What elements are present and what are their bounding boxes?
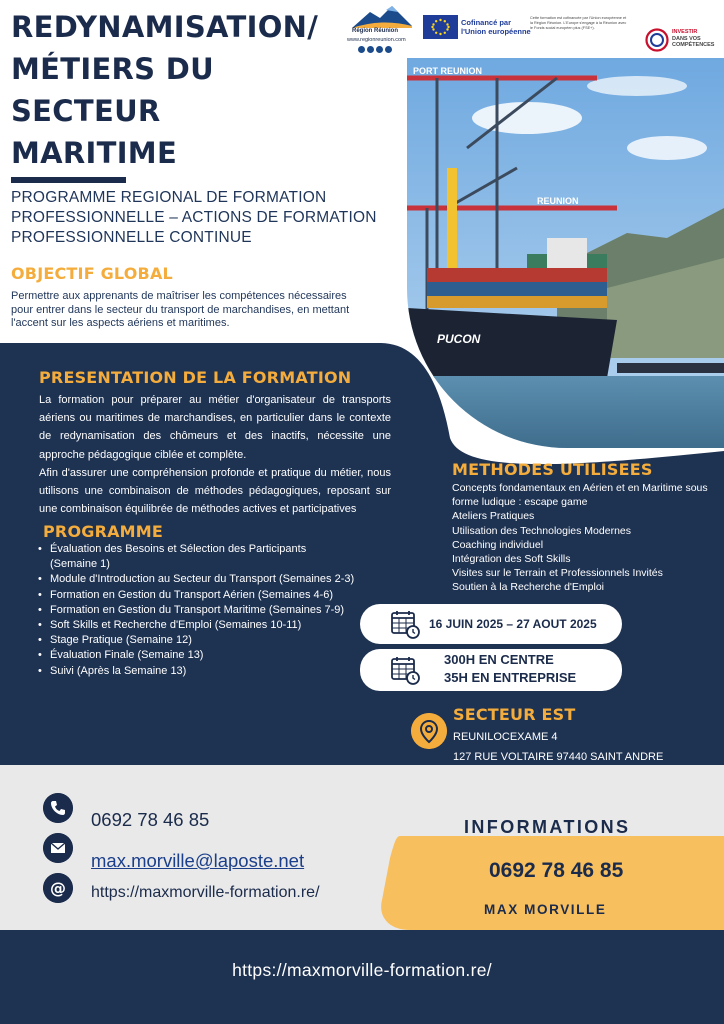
list-item: • Formation en Gestion du Transport Aérien (Semaines 4-6) xyxy=(37,588,355,603)
secteur-title: SECTEUR EST xyxy=(453,705,576,724)
list-item: Concepts fondamentaux en Aérien et en Maritime sous forme ludique : escape game xyxy=(452,482,708,509)
eu-note: Cette formation est cofinancée par l'Union européenne et la Région Réunion. L'Europe s'engage à la Réunion avec le Fonds social européen plus (FSE+). xyxy=(530,16,627,30)
container-ship-illustration xyxy=(407,58,724,448)
list-item: Coaching individuel xyxy=(452,538,544,551)
objectif-line: Permettre aux apprenants de maîtriser les compétences nécessaires xyxy=(11,290,347,302)
list-item: • Évaluation Finale (Semaine 13) xyxy=(37,648,355,663)
region-name: Région Réunion xyxy=(352,28,398,34)
methodes-title: METHODES UTILISEES xyxy=(452,460,653,479)
calendar-clock-icon xyxy=(390,655,420,685)
twitter-icon xyxy=(367,46,374,53)
subtitle-line: PROFESSIONNELLE – ACTIONS DE FORMATION xyxy=(11,209,377,226)
list-item: • Module d'Introduction au Secteur du Transport (Semaines 2-3) xyxy=(37,572,355,587)
presentation-paragraph: La formation pour préparer au métier d'organisateur de transports aériens ou maritimes de marchandises, en particulier dans le contexte de redynamisation des chômeurs et des inactifs, nécessite une approche pédagogique ciblée et complète. xyxy=(39,394,391,461)
presentation-paragraph: Afin d'assurer une compréhension profonde et pratique du métier, nous utilisons une combinaison de méthodes pédagogiques, reposant sur une combinaison équilibrée de méthodes actives et participatives xyxy=(39,466,391,516)
eu-flag-icon xyxy=(423,15,458,39)
objectif-text xyxy=(11,290,381,331)
calendar-clock-icon xyxy=(390,609,420,639)
location-pin-icon xyxy=(411,713,447,749)
subtitle-line: PROGRAMME REGIONAL DE FORMATION xyxy=(11,189,327,206)
title-line: REDYNAMISATION/ xyxy=(11,10,319,44)
list-item: • Suivi (Après la Semaine 13) xyxy=(37,664,355,679)
contact-website-link[interactable]: https://maxmorville-formation.re/ xyxy=(91,884,320,901)
objectif-line: l'accent sur les aspects aériens et maritimes. xyxy=(11,317,230,329)
title-line: SECTEUR xyxy=(11,94,161,128)
ship-name: PUCON xyxy=(437,332,481,346)
mail-icon xyxy=(43,833,73,863)
social-icons xyxy=(358,46,392,53)
informations-phone[interactable]: 0692 78 46 85 xyxy=(489,859,624,882)
dates-pill xyxy=(360,604,622,644)
address-line: REUNILOCEXAME 4 xyxy=(453,731,558,743)
informations-name: MAX MORVILLE xyxy=(484,902,607,917)
hours-company: 35H EN ENTREPRISE xyxy=(444,670,577,685)
at-sign-icon xyxy=(43,873,73,903)
facebook-icon xyxy=(358,46,365,53)
informations-title: INFORMATIONS xyxy=(464,817,631,837)
investir-competences-text xyxy=(672,29,724,49)
list-item: Soutien à la Recherche d'Emploi xyxy=(452,581,605,594)
presentation-title: PRESENTATION DE LA FORMATION xyxy=(39,368,352,387)
title-line: MARITIME xyxy=(11,136,178,170)
list-item: • Soft Skills et Recherche d'Emploi (Semaines 10-11) xyxy=(37,618,355,633)
title-line: MÉTIERS DU xyxy=(11,52,214,86)
methodes-list xyxy=(452,481,722,595)
address-line: 127 RUE VOLTAIRE 97440 SAINT ANDRE xyxy=(453,751,664,763)
phone-icon xyxy=(43,793,73,823)
subtitle-line: PROFESSIONNELLE CONTINUE xyxy=(11,229,252,246)
list-item: • Formation en Gestion du Transport Maritime (Semaines 7-9) xyxy=(37,603,355,618)
list-item: • Stage Pratique (Semaine 12) xyxy=(37,633,355,648)
eu-cofinance-text: Cofinancé par l'Union européenne xyxy=(461,18,531,36)
investir-competences-logo xyxy=(645,28,669,52)
programme-list xyxy=(37,542,355,679)
page-title xyxy=(11,6,341,174)
list-item: Ateliers Pratiques xyxy=(452,510,535,523)
idc-line: COMPÉTENCES xyxy=(672,42,715,48)
youtube-icon xyxy=(385,46,392,53)
objectif-title: OBJECTIF GLOBAL xyxy=(11,264,173,283)
list-item: • Évaluation des Besoins et Sélection des Participants (Semaine 1) xyxy=(37,542,355,572)
secteur-address xyxy=(453,727,663,767)
list-item: Utilisation des Technologies Modernes xyxy=(452,524,631,537)
list-item: Visites sur le Terrain et Professionnels Invités xyxy=(452,567,663,580)
idc-line: DANS VOS xyxy=(672,35,701,42)
contact-phone[interactable]: 0692 78 46 85 xyxy=(91,809,210,830)
programme-title: PROGRAMME xyxy=(43,522,164,541)
crane-sign-text: REUNION xyxy=(537,196,579,206)
hours-center: 300H EN CENTRE xyxy=(444,652,554,667)
port-sign-text: PORT REUNION xyxy=(413,66,483,76)
presentation-text xyxy=(39,391,391,518)
contact-email-link[interactable]: max.morville@laposte.net xyxy=(91,850,305,871)
svg-text:@: @ xyxy=(50,878,66,898)
hours-pill xyxy=(360,649,622,691)
hours-text xyxy=(444,651,576,687)
page-subtitle xyxy=(11,188,391,248)
region-url: www.regionreunion.com xyxy=(347,37,406,43)
objectif-line: pour entrer dans le secteur du transport de marchandises, en mettant xyxy=(11,303,350,316)
port-photo xyxy=(407,58,724,448)
title-underline xyxy=(11,177,126,183)
dates-text: 16 JUIN 2025 – 27 AOUT 2025 xyxy=(429,617,597,631)
idc-line: INVESTIR xyxy=(672,29,698,35)
instagram-icon xyxy=(376,46,383,53)
footer-website-link[interactable]: https://maxmorville-formation.re/ xyxy=(232,960,492,980)
list-item: Intégration des Soft Skills xyxy=(452,553,571,566)
